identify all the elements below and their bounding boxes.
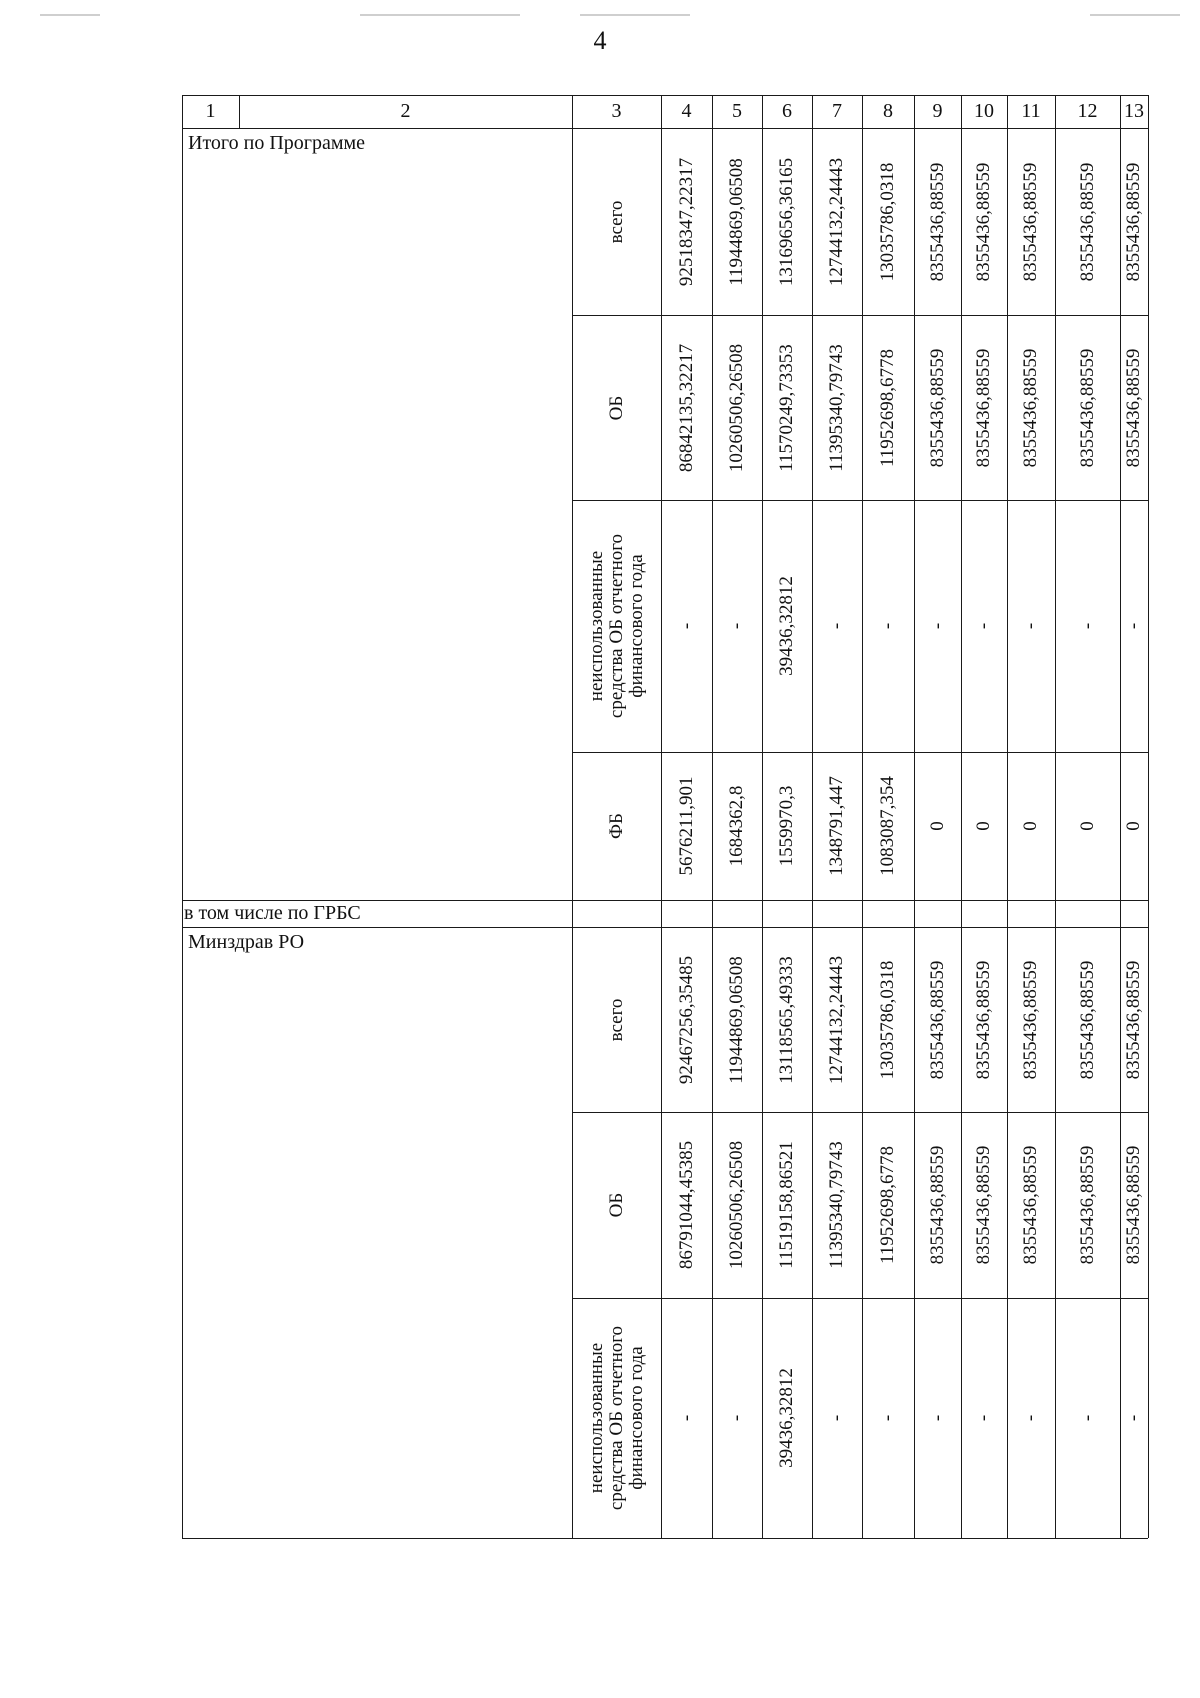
table-cell-value-text: 8355436,88559 [1123, 1145, 1145, 1265]
table-cell-value-text: 8355436,88559 [973, 162, 995, 281]
table-cell-value-text: 1559970,3 [776, 785, 798, 867]
table-cell-value-text: 8355436,88559 [973, 348, 995, 467]
table-cell-value [961, 500, 1007, 752]
row-label [572, 752, 661, 900]
table-rule [572, 900, 573, 927]
column-number-8: 8 [883, 100, 893, 122]
table-cell-value [812, 1112, 862, 1298]
table-cell-value [812, 128, 862, 315]
table-cell-value [1007, 1112, 1055, 1298]
table-cell-value [862, 315, 914, 500]
table-cell-value [862, 500, 914, 752]
table-cell-value [961, 1112, 1007, 1298]
table-cell-value [661, 128, 712, 315]
table-rule [1148, 128, 1149, 1538]
table-cell-value [812, 927, 862, 1112]
table-cell-value [712, 1112, 762, 1298]
column-number-13: 13 [1124, 100, 1144, 122]
table-cell-value [762, 500, 812, 752]
table-rule [914, 900, 915, 927]
table-cell-value-text: 8355436,88559 [1076, 1145, 1098, 1265]
table-cell-value-text: 8355436,88559 [973, 1145, 995, 1265]
table-rule [182, 900, 1148, 901]
table-cell-value [661, 752, 712, 900]
table-cell-value [1055, 752, 1120, 900]
table-cell-value [1120, 752, 1148, 900]
row-label [572, 927, 661, 1112]
table-cell-value-text: 8355436,88559 [926, 960, 948, 1079]
table-cell-value-text: - [675, 1414, 697, 1422]
table-cell-value [961, 1298, 1007, 1538]
table-cell-value [1055, 1298, 1120, 1538]
table-cell-value [712, 128, 762, 315]
table-cell-value [1007, 927, 1055, 1112]
table-cell-value [862, 128, 914, 315]
table-rule [661, 900, 662, 927]
table-cell-value [961, 315, 1007, 500]
table-rule [1055, 900, 1056, 927]
table-cell-value-text: 8355436,88559 [1123, 162, 1145, 281]
table-cell-value-text: 92467256,35485 [675, 955, 697, 1084]
table-cell-value-text: 0 [1123, 821, 1145, 831]
table-cell-value-text: 13118565,49333 [776, 955, 798, 1084]
table-cell-value [762, 315, 812, 500]
column-number-7: 7 [832, 100, 842, 122]
table-rule [1148, 95, 1149, 128]
table-cell-value [1055, 927, 1120, 1112]
table-cell-value-text: - [675, 622, 697, 630]
table-cell-value-text: - [1076, 622, 1098, 630]
table-rule [182, 128, 183, 1538]
table-cell-value [914, 1298, 961, 1538]
table-cell-value-text: 11395340,79743 [826, 343, 848, 472]
table-cell-value [1055, 315, 1120, 500]
table-cell-value-text: 11944869,06508 [726, 955, 748, 1084]
table-cell-value-text: 86842135,32217 [675, 343, 697, 472]
table-cell-value-text: - [877, 1414, 899, 1422]
table-cell-value-text: 8355436,88559 [1076, 348, 1098, 467]
table-cell-value [762, 927, 812, 1112]
table-cell-value [1007, 128, 1055, 315]
table-cell-value-text: 8355436,88559 [1020, 162, 1042, 281]
table-cell-value [1120, 1298, 1148, 1538]
table-cell-value-text: 13169656,36165 [776, 157, 798, 286]
table-cell-value-text: - [1020, 622, 1042, 630]
row-label-text: ОБ [605, 395, 627, 420]
table-cell-value-text: - [1020, 1414, 1042, 1422]
table-cell-value-text: 10260506,26508 [726, 1140, 748, 1270]
column-number-1: 1 [205, 100, 216, 122]
table-cell-value [914, 1112, 961, 1298]
table-cell-value-text: 13035786,0318 [877, 162, 899, 281]
row-label [572, 1298, 661, 1538]
table-cell-value-text: - [926, 622, 948, 630]
table-cell-value [1007, 752, 1055, 900]
table-cell-value-text: 1684362,8 [726, 785, 748, 867]
table-cell-value [1120, 128, 1148, 315]
table-rule [762, 900, 763, 927]
column-number-4: 4 [681, 100, 692, 122]
table-cell-value [862, 1112, 914, 1298]
table-cell-value-text: 1348791,447 [826, 776, 848, 876]
table-cell-value [862, 1298, 914, 1538]
table-cell-value-text: 11952698,6778 [877, 1145, 899, 1265]
row-label-text: ФБ [605, 813, 627, 839]
table-cell-value [1055, 1112, 1120, 1298]
section-title: Итого по Программе [188, 132, 366, 154]
table-cell-value-text: 11395340,79743 [826, 1141, 848, 1269]
table-rule [712, 900, 713, 927]
table-cell-value-text: 86791044,45385 [675, 1140, 697, 1270]
table-cell-value-text: - [1076, 1414, 1098, 1422]
table-cell-value [961, 752, 1007, 900]
table-cell-value [1007, 1298, 1055, 1538]
table-cell-value-text: 8355436,88559 [926, 1145, 948, 1265]
table-rule [1007, 900, 1008, 927]
table-cell-value-text: 8355436,88559 [926, 162, 948, 281]
table-cell-value [661, 500, 712, 752]
table-cell-value [1007, 500, 1055, 752]
table-cell-value [712, 927, 762, 1112]
table-cell-value [914, 927, 961, 1112]
row-label-text: неиспользованные средства ОБ отчетного финансового года [585, 533, 647, 719]
row-label [572, 315, 661, 500]
table-cell-value [762, 1112, 812, 1298]
table-cell-value-text: 8355436,88559 [973, 960, 995, 1079]
table-cell-value-text: 8355436,88559 [1020, 1145, 1042, 1265]
table-cell-value-text: 92518347,22317 [675, 157, 697, 286]
column-number-6: 6 [782, 100, 792, 122]
table-cell-value-text: 8355436,88559 [1076, 162, 1098, 281]
table-cell-value [712, 1298, 762, 1538]
table-cell-value [1055, 128, 1120, 315]
table-rule [862, 900, 863, 927]
table-cell-value [862, 927, 914, 1112]
table-cell-value-text: - [726, 622, 748, 630]
table-cell-value-text: 11570249,73353 [776, 343, 798, 472]
column-number-12: 12 [1077, 100, 1098, 122]
table-cell-value-text: 10260506,26508 [726, 343, 748, 472]
table-cell-value [661, 315, 712, 500]
table-cell-value [762, 752, 812, 900]
table-cell-value-text: - [877, 622, 899, 630]
table-cell-value-text: 0 [926, 821, 948, 831]
table-cell-value-text: 8355436,88559 [926, 348, 948, 467]
table-cell-value-text: 12744132,24443 [826, 955, 848, 1084]
table-cell-value-text: - [1123, 622, 1145, 630]
table-cell-value [961, 128, 1007, 315]
table-cell-value [914, 128, 961, 315]
table-cell-value [812, 1298, 862, 1538]
table-cell-value [661, 1112, 712, 1298]
table-cell-value-text: - [973, 1414, 995, 1422]
table-cell-value-text: - [726, 1414, 748, 1422]
column-number-9: 9 [932, 100, 943, 122]
table-rule [572, 1538, 1148, 1539]
table-cell-value-text: 0 [1076, 821, 1098, 831]
table-cell-value-text: 0 [1020, 821, 1042, 831]
table-rule [812, 900, 813, 927]
row-label [572, 500, 661, 752]
table-cell-value-text: 12744132,24443 [826, 157, 848, 286]
table-cell-value [812, 315, 862, 500]
table-cell-value-text: - [973, 622, 995, 630]
table-cell-value-text: 39436,32812 [776, 576, 798, 676]
row-label-text: ОБ [605, 1192, 627, 1218]
row-label-text: всего [605, 200, 627, 243]
table-cell-value-text: 1083087,354 [877, 776, 899, 876]
table-rule [1120, 900, 1121, 927]
table-cell-value [1120, 1112, 1148, 1298]
row-label [572, 128, 661, 315]
table-cell-value-text: 5676211,901 [675, 776, 697, 876]
table-cell-value-text: 11519158,86521 [776, 1141, 798, 1269]
section-title: в том числе по ГРБС [184, 902, 361, 924]
table-cell-value [1055, 500, 1120, 752]
table-cell-value-text: 13035786,0318 [877, 960, 899, 1079]
table-cell-value-text: - [1123, 1414, 1145, 1422]
table-cell-value [1007, 315, 1055, 500]
page-number: 4 [593, 26, 607, 55]
table-cell-value-text: 11952698,6778 [877, 348, 899, 467]
table-cell-value [762, 128, 812, 315]
table-cell-value-text: - [826, 1414, 848, 1422]
table-cell-value [1120, 500, 1148, 752]
table-cell-value [1120, 315, 1148, 500]
column-number-3: 3 [611, 100, 622, 122]
table-cell-value [712, 500, 762, 752]
table-cell-value [1120, 927, 1148, 1112]
table-cell-value [862, 752, 914, 900]
table-cell-value-text: - [926, 1414, 948, 1422]
column-number-5: 5 [732, 100, 742, 122]
section-title: Минздрав РО [188, 931, 305, 953]
column-number-2: 2 [400, 100, 411, 122]
table-cell-value [812, 500, 862, 752]
table-rule [961, 900, 962, 927]
table-cell-value-text: 8355436,88559 [1076, 960, 1098, 1079]
table-cell-value [914, 500, 961, 752]
table-cell-value [661, 927, 712, 1112]
table-cell-value-text: 8355436,88559 [1123, 960, 1145, 1079]
table-cell-value [812, 752, 862, 900]
row-label-text: неиспользованные средства ОБ отчетного финансового года [585, 1325, 647, 1511]
table-cell-value [961, 927, 1007, 1112]
table-cell-value [914, 752, 961, 900]
table-cell-value [661, 1298, 712, 1538]
column-number-11: 11 [1021, 100, 1041, 122]
table-cell-value-text: 39436,32812 [776, 1368, 798, 1468]
table-cell-value-text: 0 [973, 821, 995, 831]
table-cell-value [762, 1298, 812, 1538]
column-number-10: 10 [974, 100, 994, 122]
table-cell-value [712, 752, 762, 900]
table-cell-value-text: 8355436,88559 [1020, 348, 1042, 467]
table-cell-value-text: - [826, 622, 848, 630]
table-cell-value [712, 315, 762, 500]
table-cell-value-text: 11944869,06508 [726, 157, 748, 286]
row-label-text: всего [605, 998, 627, 1041]
table-cell-value-text: 8355436,88559 [1020, 960, 1042, 1079]
table-cell-value-text: 8355436,88559 [1123, 348, 1145, 467]
row-label [572, 1112, 661, 1298]
table-cell-value [914, 315, 961, 500]
